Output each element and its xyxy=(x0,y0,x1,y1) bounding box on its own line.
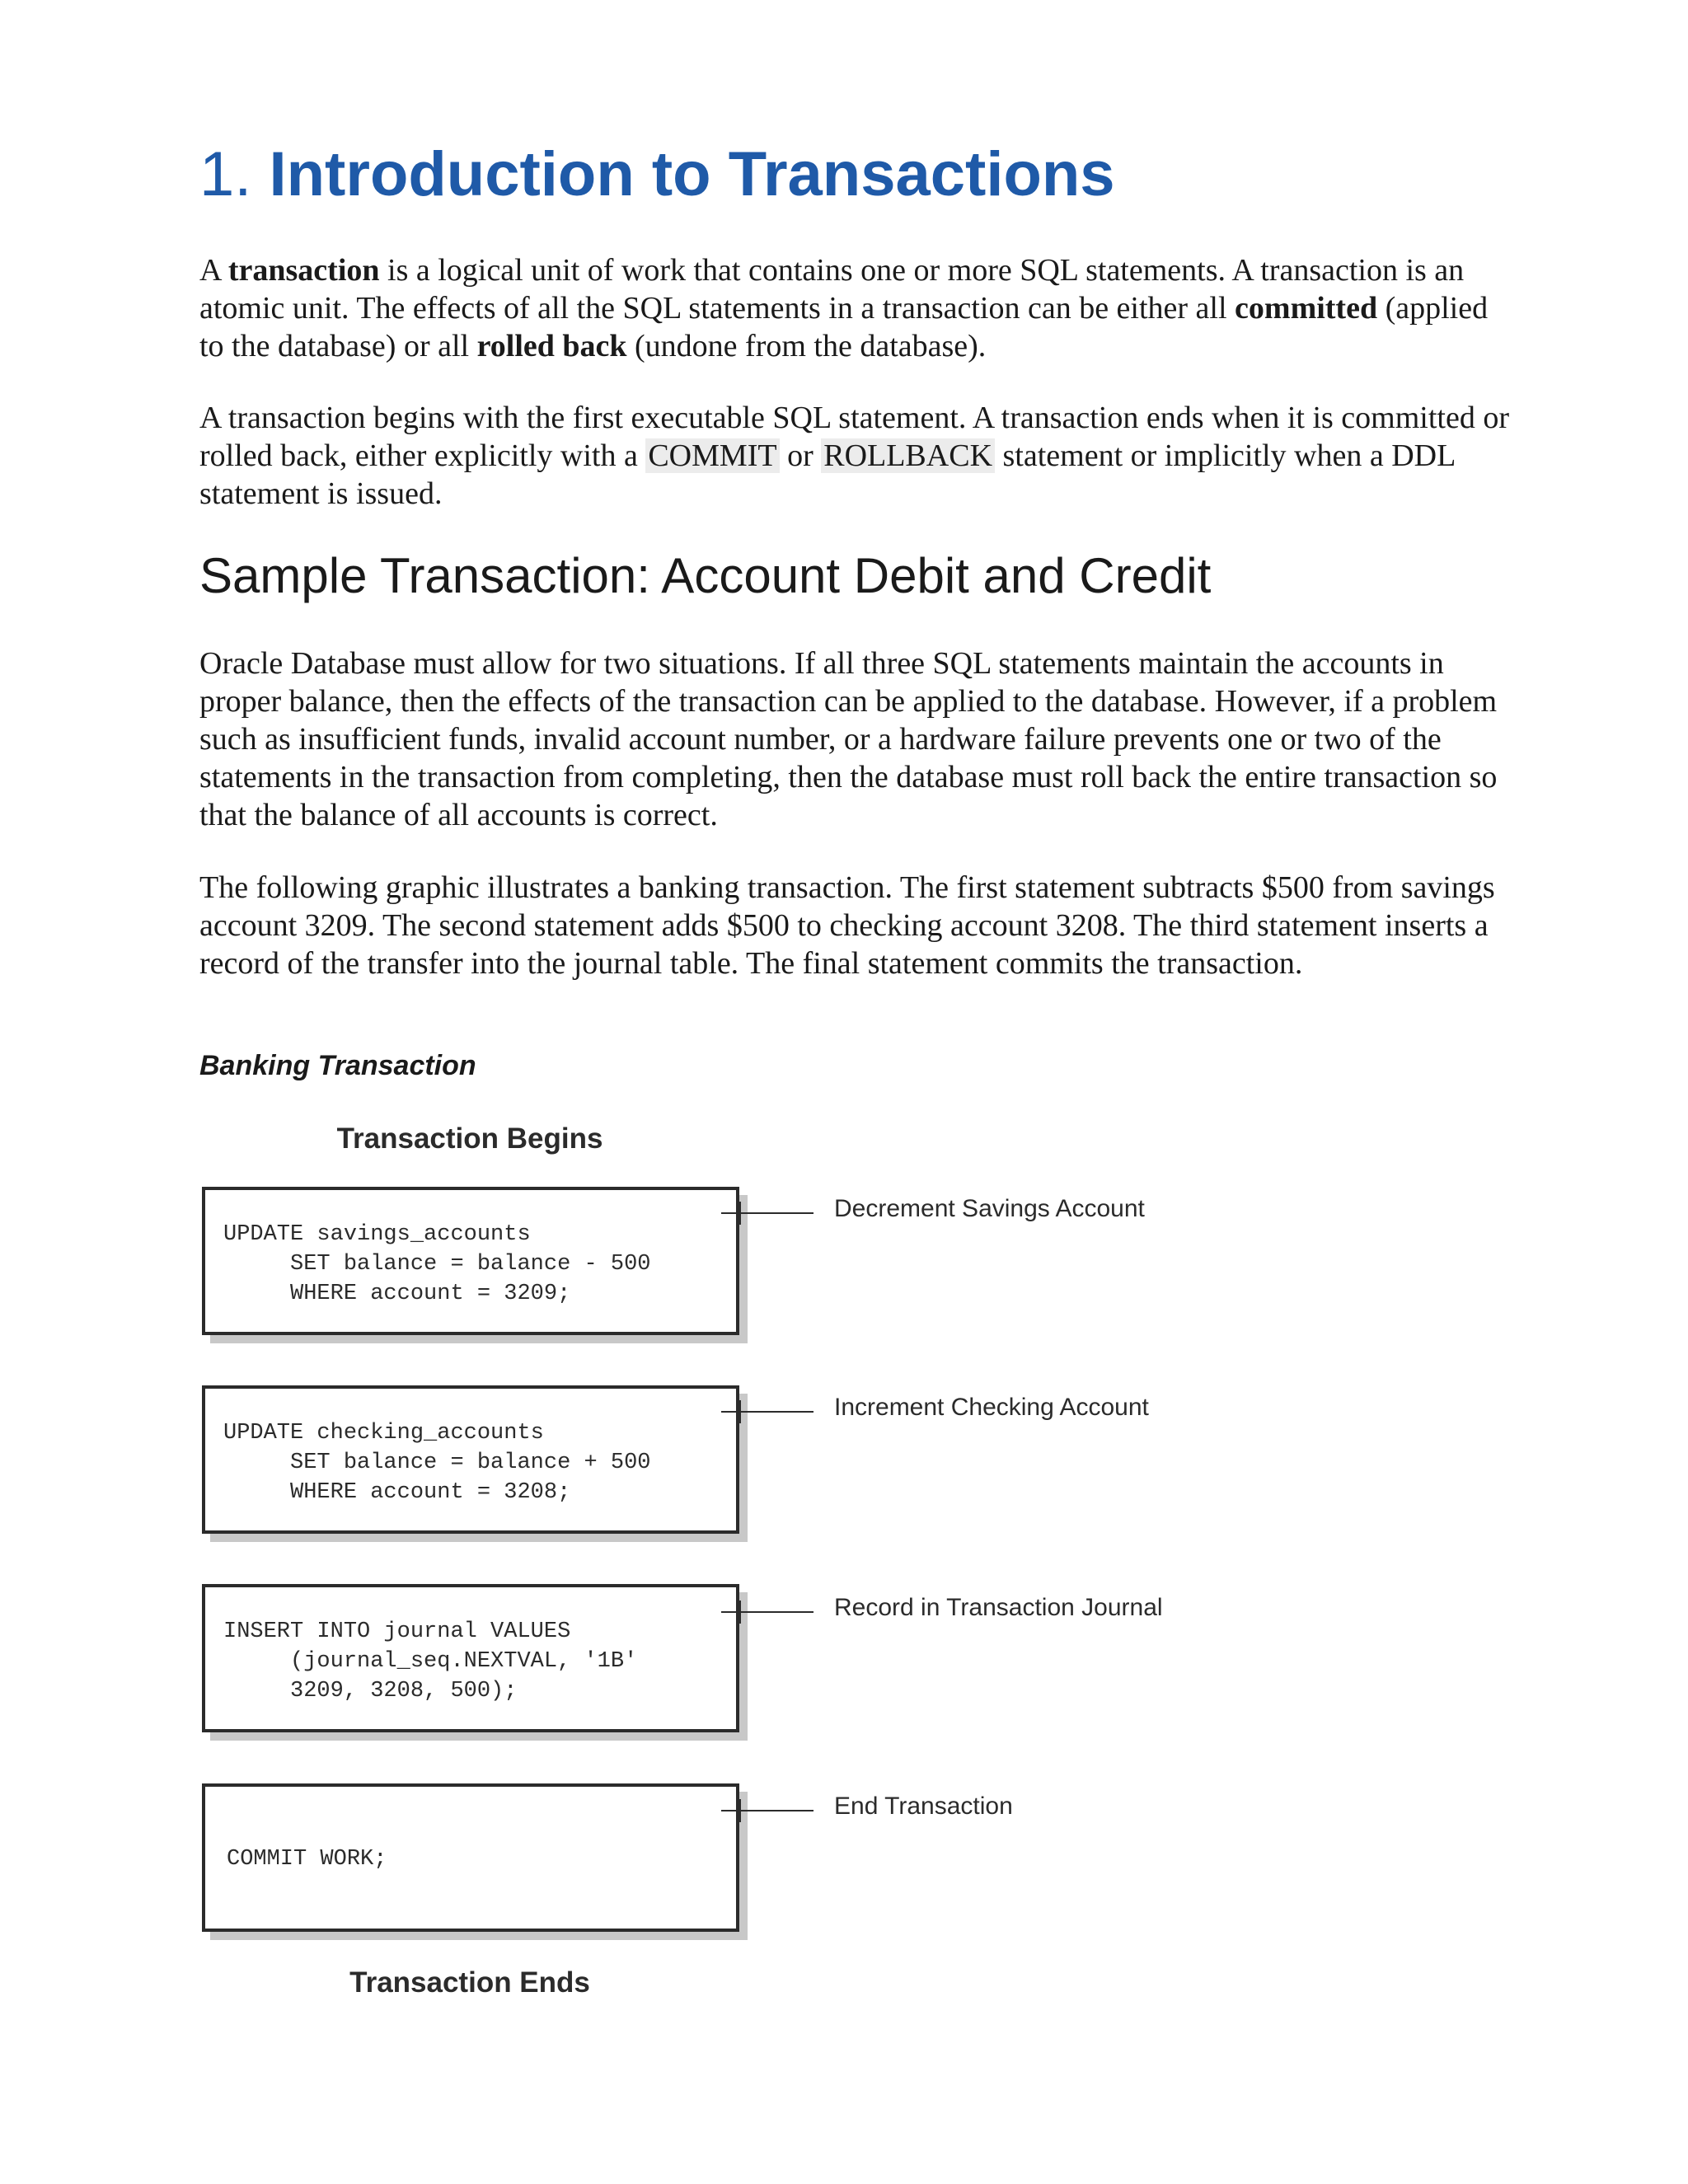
connector-tick xyxy=(739,1400,741,1423)
sample-paragraph-1: Oracle Database must allow for two situations. If all three SQL statements maintain the accounts in proper balance, then the effects of the transaction can be applied to the database. However, if a problem such as insufficient funds, invalid account number, or a hardware failure prevents one or two of the statements in the transaction from completing, then the database must roll back the entire transaction so that the balance of all accounts is correct. xyxy=(199,646,1498,832)
connector-tick xyxy=(739,1799,741,1822)
figure-caption: Banking Transaction xyxy=(199,1050,476,1081)
term-transaction: transaction xyxy=(227,253,380,288)
sample-paragraph-2: The following graphic illustrates a banking transaction. The first statement subtracts $500 from savings account 3209. The second statement adds $500 to checking account 3208. The third statement inserts a record of the transfer into the journal table. The final statement commits the transaction. xyxy=(199,870,1495,981)
text-run: (undone from the database). xyxy=(626,329,987,363)
code-box-commit xyxy=(202,1783,739,1932)
code-text: UPDATE checking_accounts SET balance = balance + 500 WHERE account = 3208; xyxy=(223,1421,651,1505)
term-rolled-back: rolled back xyxy=(476,329,627,363)
connector-line xyxy=(721,1810,814,1811)
code-commit: COMMIT xyxy=(645,438,779,473)
code-box-update-checking xyxy=(202,1385,739,1534)
code-text: COMMIT WORK; xyxy=(227,1847,387,1872)
term-committed: committed xyxy=(1235,291,1378,326)
connector-tick xyxy=(739,1202,741,1225)
text-run: (applied to the database) or all xyxy=(199,291,1489,363)
transaction-ends-label: Transaction Ends xyxy=(349,1966,590,1999)
text-run: A transaction begins with the first executable SQL statement. A transaction ends when it is committed or rolled back, either explicitly with a xyxy=(199,401,1509,473)
section-number: 1. xyxy=(199,139,252,209)
callout-end-transaction: End Transaction xyxy=(834,1793,1013,1820)
callout-increment-checking: Increment Checking Account xyxy=(834,1394,1149,1421)
section-heading: Sample Transaction: Account Debit and Credit xyxy=(199,548,1212,603)
code-rollback: ROLLBACK xyxy=(821,438,995,473)
connector-line xyxy=(721,1611,814,1613)
connector-line xyxy=(721,1212,814,1214)
code-box-insert-journal xyxy=(202,1584,739,1732)
text-run: statement or implicitly when a DDL statement is issued. xyxy=(199,438,1455,511)
code-box-update-savings xyxy=(202,1187,739,1335)
text-run: is a logical unit of work that contains one or more SQL statements. A transaction is an atomic unit. The effects of all the SQL statements in a transaction can be either all xyxy=(199,253,1465,326)
code-text: INSERT INTO journal VALUES (journal_seq.NEXTVAL, '1B' 3209, 3208, 500); xyxy=(223,1619,638,1704)
connector-line xyxy=(721,1411,814,1413)
section-title: Introduction to Transactions xyxy=(269,139,1115,209)
code-text: UPDATE savings_accounts SET balance = balance - 500 WHERE account = 3209; xyxy=(223,1222,651,1306)
text-run: or xyxy=(779,438,822,473)
text-run: A xyxy=(199,253,228,288)
callout-record-journal: Record in Transaction Journal xyxy=(834,1594,1163,1621)
callout-decrement-savings: Decrement Savings Account xyxy=(834,1195,1145,1222)
connector-tick xyxy=(739,1601,741,1624)
transaction-begins-label: Transaction Begins xyxy=(336,1122,603,1155)
